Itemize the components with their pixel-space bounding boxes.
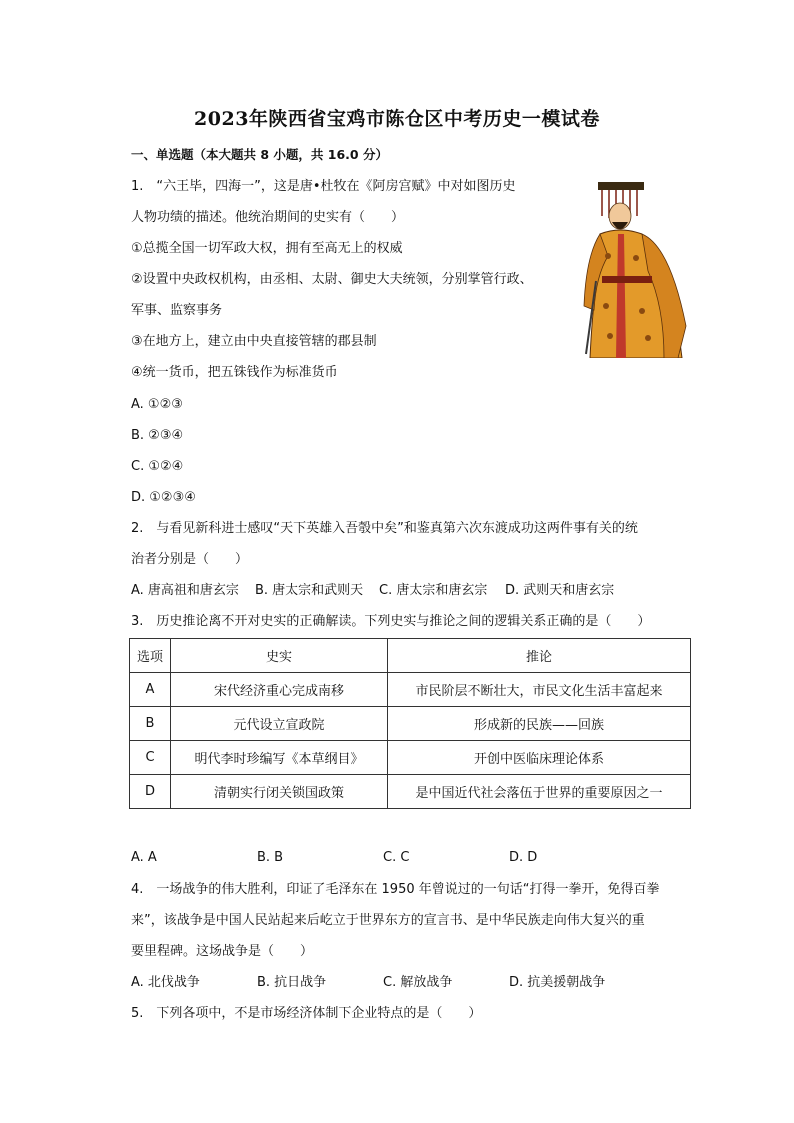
q3-option-b[interactable]: B. B <box>257 850 284 865</box>
section-heading: 一、单选题（本大题共 8 小题，共 16.0 分） <box>131 147 388 162</box>
q4-option-a[interactable]: A. 北伐战争 <box>131 975 200 990</box>
table-header-cell: 推论 <box>388 639 691 673</box>
table-cell: 是中国近代社会落伍于世界的重要原因之一 <box>388 775 691 809</box>
emperor-portrait <box>578 176 692 358</box>
q3-option-c[interactable]: C. C <box>383 850 410 865</box>
q2-option-c[interactable]: C. 唐太宗和唐玄宗 <box>379 583 488 598</box>
table-cell: 开创中医临床理论体系 <box>388 741 691 775</box>
q1-stem-line-2: 人物功绩的描述。他统治期间的史实有（ ） <box>131 210 405 225</box>
q2-option-a[interactable]: A. 唐高祖和唐玄宗 <box>131 583 239 598</box>
table-cell: 元代设立宣政院 <box>171 707 388 741</box>
q1-statement-2a: ②设置中央政权机构，由丞相、太尉、御史大夫统领，分别掌管行政、 <box>131 272 533 287</box>
q2-stem-line-2: 治者分别是（ ） <box>131 552 249 567</box>
q4-stem-line-2: 来”，该战争是中国人民站起来后屹立于世界东方的宣言书、是中华民族走向伟大复兴的重 <box>131 913 645 928</box>
table-cell: 形成新的民族——回族 <box>388 707 691 741</box>
q3-table <box>129 638 691 809</box>
q4-options <box>131 975 605 991</box>
q1-option-b[interactable]: B. ②③④ <box>131 428 184 443</box>
table-header-cell: 史实 <box>171 639 388 673</box>
table-row <box>130 707 691 741</box>
q4-stem-line-1: 4. 一场战争的伟大胜利，印证了毛泽东在 1950 年曾说过的一句话“打得一拳开，免得百拳 <box>131 882 660 897</box>
table-cell: A <box>130 673 171 707</box>
q3-option-d[interactable]: D. D <box>509 850 538 865</box>
table-cell: D <box>130 775 171 809</box>
q1-option-a[interactable]: A. ①②③ <box>131 397 183 412</box>
q1-statement-3: ③在地方上，建立由中央直接管辖的郡县制 <box>131 334 377 349</box>
q1-option-c[interactable]: C. ①②④ <box>131 459 184 474</box>
table-cell: C <box>130 741 171 775</box>
table-row <box>130 673 691 707</box>
q1-option-d[interactable]: D. ①②③④ <box>131 490 196 505</box>
table-cell: B <box>130 707 171 741</box>
table-header-row <box>130 639 691 673</box>
q3-option-a[interactable]: A. A <box>131 850 157 865</box>
q2-option-b[interactable]: B. 唐太宗和武则天 <box>255 583 364 598</box>
q1-statement-2b: 军事、监察事务 <box>131 303 223 318</box>
q4-stem-line-3: 要里程碑。这场战争是（ ） <box>131 944 314 959</box>
table-cell: 宋代经济重心完成南移 <box>171 673 388 707</box>
table-cell: 明代李时珍编写《本草纲目》 <box>171 741 388 775</box>
q1-stem-line-1: 1. “六王毕，四海一”，这是唐•杜牧在《阿房宫赋》中对如图历史 <box>131 179 516 194</box>
table-cell: 清朝实行闭关锁国政策 <box>171 775 388 809</box>
q2-stem-line-1: 2. 与看见新科进士感叹“天下英雄入吾彀中矣”和鉴真第六次东渡成功这两件事有关的统 <box>131 521 638 536</box>
table-row <box>130 775 691 809</box>
q1-statement-4: ④统一货币，把五铢钱作为标准货币 <box>131 365 338 380</box>
q2-options <box>131 583 614 599</box>
q3-stem: 3. 历史推论离不开对史实的正确解读。下列史实与推论之间的逻辑关系正确的是（ ） <box>131 614 651 629</box>
q5-stem: 5. 下列各项中，不是市场经济体制下企业特点的是（ ） <box>131 1006 482 1021</box>
table-cell: 市民阶层不断壮大，市民文化生活丰富起来 <box>388 673 691 707</box>
q1-statement-1: ①总揽全国一切军政大权，拥有至高无上的权威 <box>131 241 403 256</box>
q4-option-c[interactable]: C. 解放战争 <box>383 975 453 990</box>
q3-options <box>131 850 537 866</box>
page-title: 2023年陕西省宝鸡市陈仓区中考历史一模试卷 <box>194 108 600 130</box>
q4-option-d[interactable]: D. 抗美援朝战争 <box>509 975 606 990</box>
q4-option-b[interactable]: B. 抗日战争 <box>257 975 327 990</box>
q2-option-d[interactable]: D. 武则天和唐玄宗 <box>505 583 615 598</box>
table-header-cell: 选项 <box>130 639 171 673</box>
table-row <box>130 741 691 775</box>
